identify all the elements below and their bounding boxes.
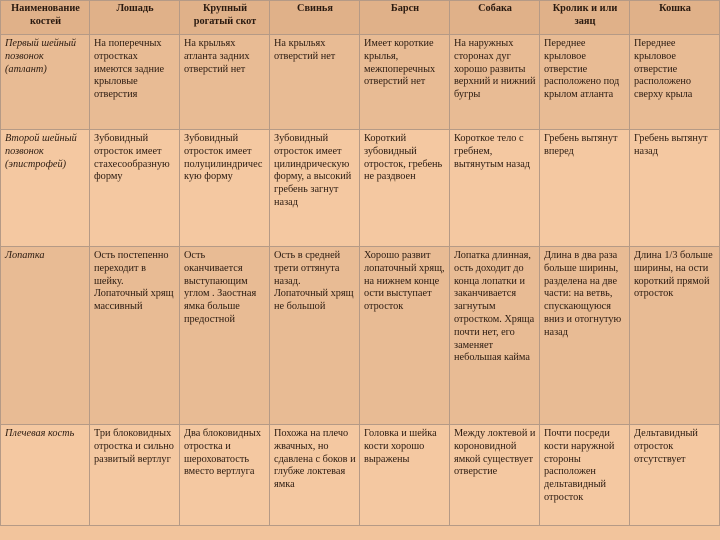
header-cattle: Крупный рогатый скот: [180, 1, 270, 35]
table-cell: Длина в два раза больше ширины, разделена на две части: на ветвь, спускающуюся вниз и отогнутую назад: [540, 247, 630, 425]
table-cell: Хорошо развит лопаточный хрящ, на нижнем конце ости выступает отросток: [360, 247, 450, 425]
table-cell: Зубовидный отросток имеет цилиндрическую форму, а высокий гребень загнут назад: [270, 130, 360, 247]
table-cell: Короткое тело с гребнем, вытянутым назад: [450, 130, 540, 247]
row-name: Лопатка: [1, 247, 90, 425]
table-row: [1, 35, 720, 130]
table-cell: Дельтавидный отросток отсутствует: [630, 425, 720, 526]
table-cell: Головка и шейка кости хорошо выражены: [360, 425, 450, 526]
table-row: [1, 425, 720, 526]
table-cell: Почти посреди кости наружной стороны расположен дельтавидный отросток: [540, 425, 630, 526]
header-sheep: Барсн: [360, 1, 450, 35]
header-cat: Кошка: [630, 1, 720, 35]
table-cell: Переднее крыловое отверстие расположено под крылом атланта: [540, 35, 630, 130]
header-dog: Собака: [450, 1, 540, 35]
table-cell: Гребень вытянут вперед: [540, 130, 630, 247]
table-cell: На наружных сторонах дуг хорошо развиты верхний и нижний бугры: [450, 35, 540, 130]
header-pig: Свинья: [270, 1, 360, 35]
row-name: Плечевая кость: [1, 425, 90, 526]
table-cell: На крыльях отверстий нет: [270, 35, 360, 130]
table-cell: Переднее крыловое отверстие расположено сверху крыла: [630, 35, 720, 130]
table-cell: Короткий зубовидный отросток, гребень не раздвоен: [360, 130, 450, 247]
table-cell: На поперечных отростках имеются задние крыловые отверстия: [90, 35, 180, 130]
table-cell: Ость в средней трети оттянута назад. Лопаточный хрящ не большой: [270, 247, 360, 425]
table-cell: Зубовидный отросток имеет полуцилиндрическую форму: [180, 130, 270, 247]
table-cell: Зубовидный отросток имеет стахесообразную форму: [90, 130, 180, 247]
header-horse: Лошадь: [90, 1, 180, 35]
table-cell: Ость оканчивается выступающим углом . Заостная ямка больше предостной: [180, 247, 270, 425]
table-cell: Лопатка длинная, ость доходит до конца лопатки и заканчивается загнутым отростком. Хряща почти нет, его заменяет небольшая кайма: [450, 247, 540, 425]
row-name: Первый шейный позвонок (атлант): [1, 35, 90, 130]
header-row: [1, 1, 720, 35]
header-rabbit: Кролик и или заяц: [540, 1, 630, 35]
table-cell: На крыльях атланта задних отверстий нет: [180, 35, 270, 130]
table-row: [1, 130, 720, 247]
header-bone-name: Наименование костей: [1, 1, 90, 35]
table-cell: Имеет короткие крылья, межпоперечных отверстий нет: [360, 35, 450, 130]
table-cell: Два блоковидных отростка и шероховатость вместо вертлуга: [180, 425, 270, 526]
table-cell: Три блоковидных отростка и сильно развитый вертлуг: [90, 425, 180, 526]
table-cell: Гребень вытянут назад: [630, 130, 720, 247]
table-cell: Ость постепенно переходит в шейку. Лопаточный хрящ массивный: [90, 247, 180, 425]
table-cell: Длина 1/3 больше ширины, на ости короткий прямой отросток: [630, 247, 720, 425]
table-cell: Между локтевой и короновидной ямкой существует отверстие: [450, 425, 540, 526]
table-cell: Похожа на плечо жвачных, но сдавлена с боков и глубже локтевая ямка: [270, 425, 360, 526]
table-row: [1, 247, 720, 425]
row-name: Второй шейный позвонок (эпистрофей): [1, 130, 90, 247]
